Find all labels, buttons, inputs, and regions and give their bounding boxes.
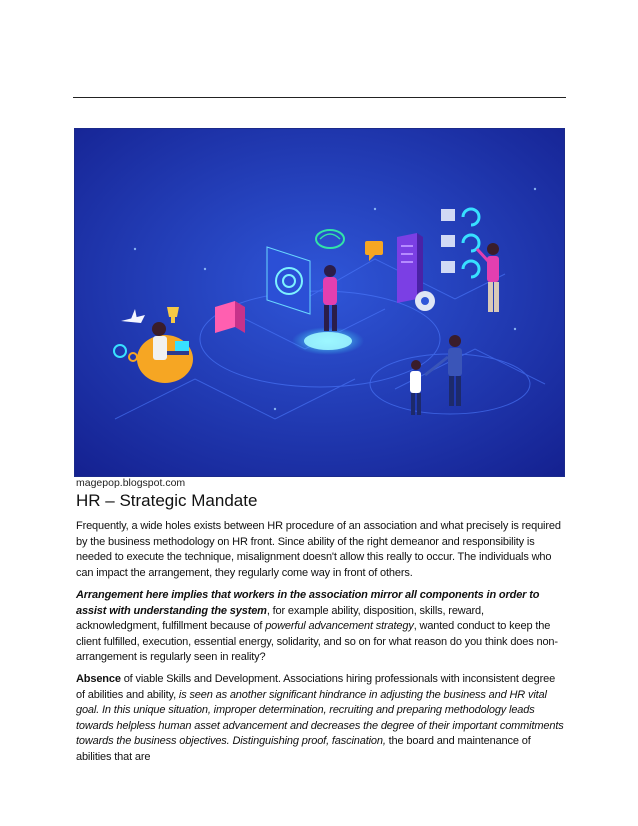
paragraph-2 (76, 588, 566, 666)
paragraph-3-text-b: the board and maintenance of abilities that are (76, 735, 531, 763)
profile-card-icons (441, 209, 455, 273)
image-caption: magepop.blogspot.com (76, 477, 186, 489)
paragraph-2-italic: powerful advancement strategy (265, 620, 414, 632)
page-heading: HR – Strategic Mandate (76, 491, 258, 510)
robot-icon (415, 291, 435, 311)
paragraph-2-text-b: , wanted conduct to keep the client fulfilled, execution, essential energy, solidarity, and so on for what reason do you think does non-arrangement is regularly seen in reality? (76, 620, 558, 663)
paragraph-2-text-a: , for example ability, disposition, skills, reward, acknowledgment, fulfillment because of (76, 604, 484, 632)
hero-illustration (74, 128, 565, 477)
paragraph-3-lead: Absence (76, 673, 121, 685)
paragraph-3 (76, 672, 566, 765)
paragraph-1: Frequently, a wide holes exists between HR procedure of an association and what precisely is required by the business methodology on HR front. Since ability of the right demeanor and responsibility is needed to execute the technique, misalignment doesn't allow this really to occur. The individuals who can impact the arrangement, they regularly come way in front of others. (76, 520, 561, 579)
server-tower-icon (397, 233, 423, 303)
paragraph-3-text-a: of viable Skills and Development. Associations hiring professionals with inconsistent degree of abilities and ability, (76, 673, 556, 701)
paragraph-2-lead: Arrangement here implies that workers in the association mirror all components in order to assist with understanding the system (76, 589, 540, 617)
building-icon (215, 301, 245, 333)
top-rule (73, 97, 566, 98)
paragraph-3-italic: is seen as another significant hindrance in adjusting the business and HR vital goal. In this unique situation, improper determination, recruiting and preparing methodology leads towards helpless human asset advancement and decreases the degree of their important commitments towards the business objectives. Distinguishing proof, fascination, (76, 688, 564, 747)
